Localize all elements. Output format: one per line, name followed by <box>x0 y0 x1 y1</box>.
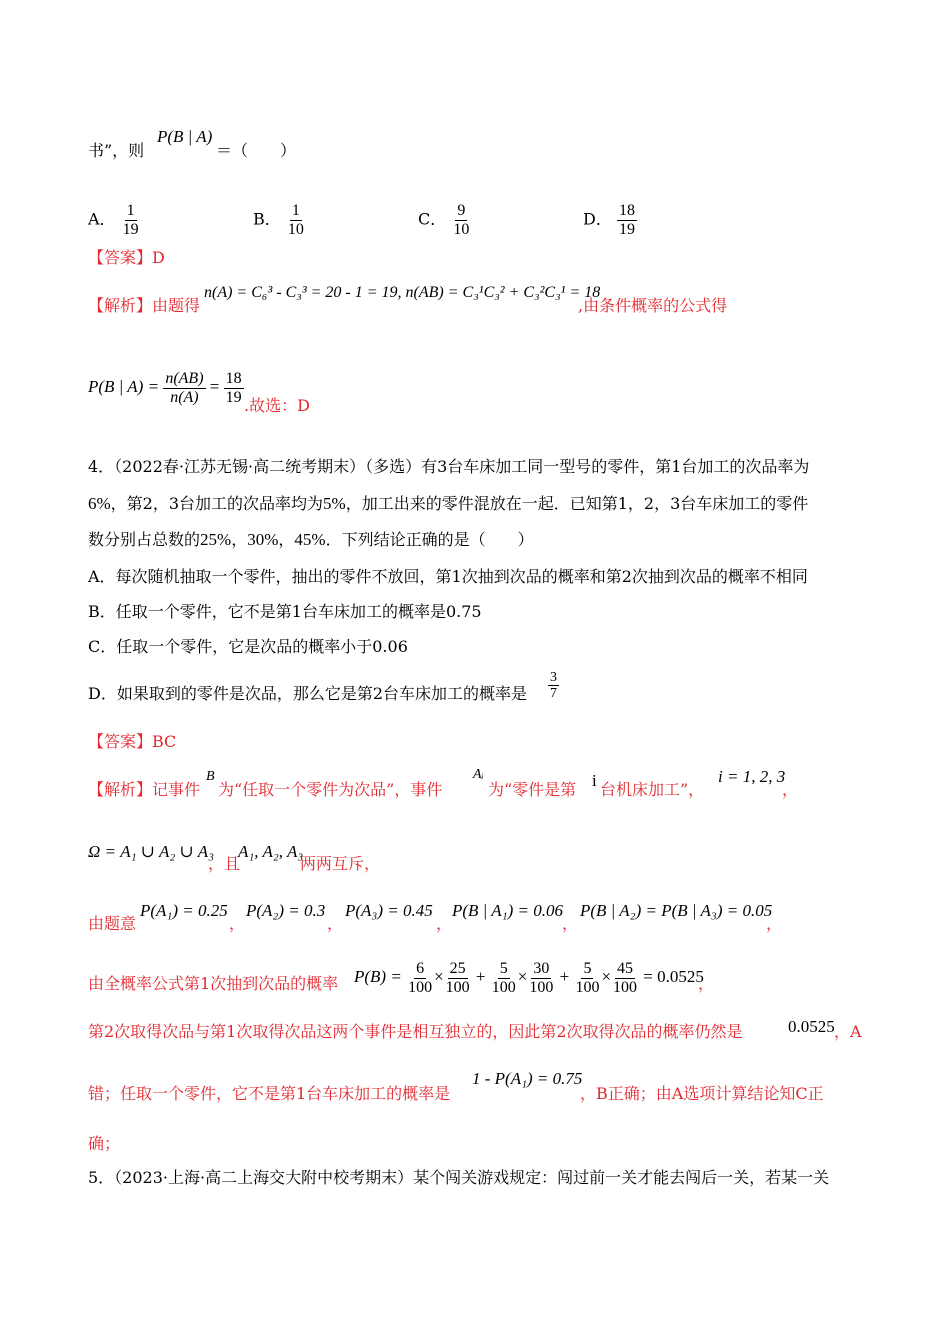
q4-analysis-l1d: 台机床加工”， <box>600 780 705 799</box>
option-num: 1 <box>291 202 300 219</box>
comma: ， <box>231 530 248 549</box>
times-sign: × <box>434 967 444 986</box>
pct-6: 6% <box>88 494 111 513</box>
prob-a2: P(A₂) = 0.3 <box>246 901 326 920</box>
q3-tail-paren: ＝（ ） <box>216 141 297 160</box>
option-label: A． <box>88 209 116 229</box>
q4-analysis-l6a: 错；任取一个零件，它不是第1台车床加工的概率是 <box>88 1084 451 1103</box>
comma: ， <box>766 914 783 933</box>
option-label: B． <box>253 209 281 229</box>
pct-5: 5% <box>323 494 346 513</box>
stem-text: 数分别占总数的 <box>88 530 201 549</box>
comma: ， <box>562 914 579 933</box>
comma: ， <box>278 530 295 549</box>
q4-analysis-l4a: 由全概率公式第1次抽到次品的概率 <box>88 974 339 993</box>
formula-result-den: 19 <box>225 388 242 406</box>
index-range: i = 1, 2, 3 <box>718 767 786 786</box>
event-ai: Aᵢ <box>473 767 484 782</box>
frac-num: 45 <box>617 960 634 977</box>
frac-num: 25 <box>449 960 466 977</box>
omega-union: Ω = A₁ ∪ A₂ ∪ A₃ <box>88 842 215 861</box>
option-den: 19 <box>122 220 139 238</box>
index-i: i <box>592 771 597 790</box>
q3-tail-text: 书”，则 <box>88 141 145 160</box>
comma: ， <box>327 914 344 933</box>
q4-stem-line2 <box>88 495 808 512</box>
q3-option-b <box>253 202 306 238</box>
q4-analysis-l2a: ，且 <box>208 854 241 873</box>
frac-num: 5 <box>583 960 592 977</box>
q4-option-d: D．如果取到的零件是次品，那么它是第2台车床加工的概率是 <box>88 684 528 703</box>
frac-den: 100 <box>445 978 470 996</box>
q3-option-a <box>88 202 141 238</box>
stem-text: ，第2，3台加工的次品率均为 <box>110 494 324 513</box>
option-label: D． <box>583 209 612 229</box>
q4-analysis-l5a: 第2次取得次品与第1次取得次品这两个事件是相互独立的，因此第2次取得次品的概率仍然是 <box>88 1022 743 1041</box>
times-sign: × <box>517 967 528 986</box>
q4-analysis-l2b: 两两互斥， <box>300 854 381 873</box>
prob-b-a1: P(B | A₁) = 0.06 <box>452 901 563 920</box>
complement-prob: 1 - P(A₁) = 0.75 <box>472 1069 583 1088</box>
q4-option-b: B．任取一个零件，它不是第1台车床加工的概率是0.75 <box>88 602 482 621</box>
plus-sign: + <box>559 967 570 986</box>
q4-analysis-l1b: 为“任取一个零件为次品”，事件 <box>218 780 443 799</box>
value-0525: 0.0525 <box>788 1017 835 1036</box>
q4-option-c: C．任取一个零件，它是次品的概率小于0.06 <box>88 637 408 656</box>
frac-num: 6 <box>416 960 425 977</box>
formula-eq: = <box>209 377 220 396</box>
q5-stem-line1: 5．（2023·上海·高二上海交大附中校考期末）某个闯关游戏规定：闯过前一关才能去闯后一关，若某一关 <box>88 1168 830 1187</box>
q3-prob-expr: P(B | A) <box>157 127 213 146</box>
comma: ， <box>698 974 715 993</box>
comma: ， <box>229 914 246 933</box>
formula-result-num: 18 <box>225 370 242 387</box>
frac-den: 100 <box>613 978 638 996</box>
q3-analysis-prefix: 【解析】由题得 <box>88 296 201 315</box>
formula-lhs: P(B | A) = <box>88 377 160 396</box>
frac-num: 5 <box>499 960 508 977</box>
q3-option-d <box>583 202 637 238</box>
events-set: A₁, A₂, A₃ <box>238 842 304 861</box>
q4-analysis-l6b: ，B正确；由A选项计算结论知C正 <box>580 1084 824 1103</box>
comma: ， <box>436 914 453 933</box>
option-num: 18 <box>618 202 635 219</box>
pct-45: 45% <box>294 530 326 549</box>
option-den: 19 <box>618 220 635 238</box>
pb-lhs: P(B) = <box>354 967 402 986</box>
q3-conditional-formula <box>88 370 244 406</box>
q4-analysis-l7: 确； <box>88 1134 121 1153</box>
q3-option-c <box>418 202 471 238</box>
times-sign: × <box>601 967 612 986</box>
option-label: C． <box>418 209 447 229</box>
formula-den: n(A) <box>170 388 199 406</box>
frac-den: 100 <box>408 978 433 996</box>
total-result: = 0.0525 <box>643 967 704 986</box>
option-den: 10 <box>287 220 304 238</box>
plus-sign: + <box>475 967 486 986</box>
q4-analysis-l3a: 由题意 <box>88 914 137 933</box>
q4-option-d-fraction <box>548 670 559 702</box>
comma: ， <box>782 780 799 799</box>
option-num: 1 <box>126 202 135 219</box>
stem-text: ．下列结论正确的是（ ） <box>325 530 534 549</box>
q3-analysis-suffix: ,由条件概率的公式得 <box>578 296 728 315</box>
q3-choose-d: .故选：D <box>244 396 310 415</box>
formula-num: n(AB) <box>165 370 204 387</box>
option-num: 9 <box>457 202 466 219</box>
prob-a1: P(A₁) = 0.25 <box>140 901 228 920</box>
frac-den: 100 <box>491 978 516 996</box>
frac-num: 30 <box>533 960 550 977</box>
fraction-den: 7 <box>550 686 557 702</box>
q4-analysis-l1c: 为“零件是第 <box>488 780 577 799</box>
q4-stem-line1: 4．（2022春·江苏无锡·高二统考期末）（多选）有3台车床加工同一型号的零件，第1台加工的次品率为 <box>88 457 810 476</box>
prob-a3: P(A₃) = 0.45 <box>345 901 433 920</box>
q4-answer: 【答案】BC <box>88 732 177 751</box>
option-den: 10 <box>453 220 470 238</box>
fraction-num: 3 <box>550 670 557 685</box>
q4-stem-line3 <box>88 531 534 548</box>
q4-analysis-l1a: 【解析】记事件 <box>88 780 201 799</box>
q3-answer: 【答案】D <box>88 248 165 267</box>
frac-den: 100 <box>529 978 554 996</box>
frac-den: 100 <box>575 978 600 996</box>
pct-30: 30% <box>247 530 279 549</box>
q3-analysis-formula: n(A) = C₆³ - C₃³ = 20 - 1 = 19, n(AB) = C₃¹C₃² + C₃²C₃¹ = 18 <box>204 284 601 301</box>
total-probability-formula <box>354 960 704 996</box>
q4-analysis-l5b: ，A <box>834 1022 862 1041</box>
event-b: B <box>206 769 215 784</box>
stem-text: ，加工出来的零件混放在一起．已知第1，2，3台车床加工的零件 <box>345 494 809 513</box>
q4-option-a: A．每次随机抽取一个零件，抽出的零件不放回，第1次抽到次品的概率和第2次抽到次品的概率不相同 <box>88 567 808 586</box>
prob-b-a2-a3: P(B | A₂) = P(B | A₃) = 0.05 <box>580 901 773 920</box>
pct-25: 25% <box>200 530 232 549</box>
